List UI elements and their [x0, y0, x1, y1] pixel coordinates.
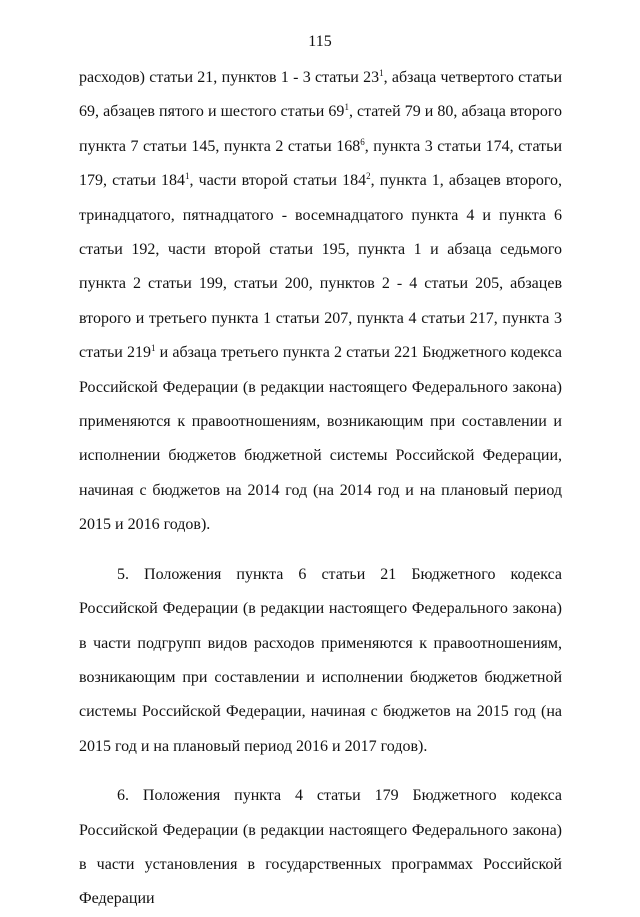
text-run: , абзаца четвертого статьи 69, абзацев пятого и шестого статьи 69 [79, 69, 563, 121]
document-body [79, 61, 562, 917]
superscript: 1 [150, 343, 156, 354]
text-run: , пункта 3 статьи 174, статьи 179, статьи 184 [79, 137, 563, 190]
paragraph-item-5 [79, 558, 562, 764]
superscript: 1 [344, 102, 349, 113]
paragraph-gap [79, 543, 562, 558]
text-run: , статей 79 и 80, абзаца второго пункта 7 статьи 145, пункта 2 статьи 168 [79, 103, 562, 155]
text-run: расходов) статьи 21, пунктов 1 - 3 статьи 23 [79, 69, 380, 86]
text-run: , пункта 1, абзацев второго, тринадцатого, пятнадцатого - восемнадцатого пункта 4 и пункта 6 статьи 192, части второй статьи 195, пункта 1 и абзаца седьмого пункта 2 статьи 199, статьи 200, пунктов 2 - 4 статьи 205, абзацев второго и третьего пункта 1 статьи 207, пункта 4 статьи 217, пункта 3 статьи 219 [79, 172, 562, 362]
text-run: 6. Положения пункта 4 статьи 179 Бюджетного кодекса Российской Федерации (в редакции настоящего Федерального закона) в части установления в государственных программах Российской Федерации [79, 787, 562, 908]
superscript: 2 [366, 171, 371, 182]
text-run: и абзаца третьего пункта 2 статьи 221 Бюджетного кодекса Российской Федерации (в редакции настоящего Федерального закона) применяются к правоотношениям, возникающим при составлении и исполнении бюджетов бюджетной системы Российской Федерации, начиная с бюджетов на 2014 год (на 2014 год и на плановый период 2015 и 2016 годов). [79, 344, 563, 534]
paragraph-continuation [79, 61, 562, 543]
paragraph-item-6 [79, 779, 562, 917]
paragraph-gap [79, 764, 562, 779]
superscript: 6 [360, 136, 365, 147]
superscript: 1 [185, 171, 190, 182]
text-run: 5. Положения пункта 6 статьи 21 Бюджетного кодекса Российской Федерации (в редакции настоящего Федерального закона) в части подгрупп видов расходов применяются к правоотношениям, возникающим при составлении и исполнении бюджетов бюджетной системы Российской Федерации, начиная с бюджетов на 2015 год (на 2015 год и на плановый период 2016 и 2017 годов). [79, 565, 562, 755]
superscript: 1 [379, 68, 384, 78]
text-run: , части второй статьи 184 [189, 172, 367, 190]
page-number: 115 [308, 33, 332, 50]
